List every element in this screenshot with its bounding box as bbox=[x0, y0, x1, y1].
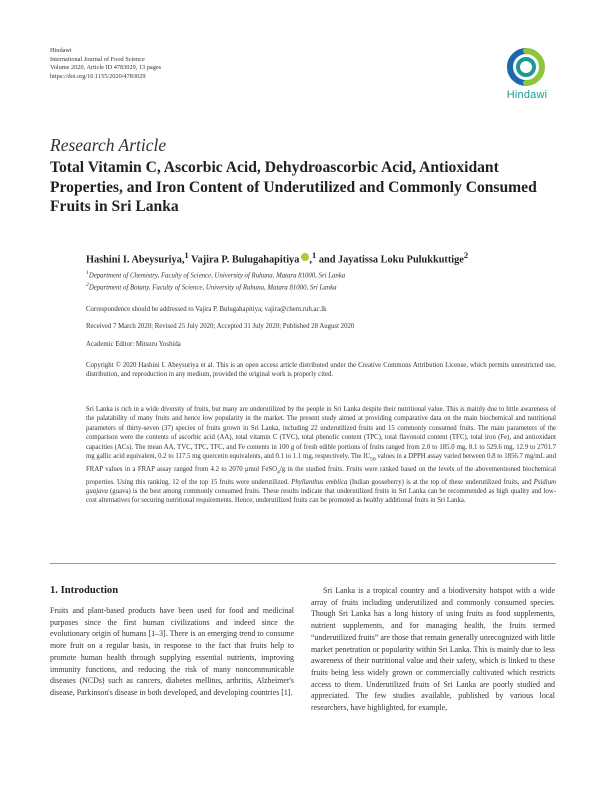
orcid-icon[interactable] bbox=[301, 253, 309, 261]
article-type: Research Article bbox=[50, 135, 167, 155]
affiliations bbox=[86, 269, 556, 292]
intro-right-column bbox=[311, 585, 555, 714]
intro-left-column bbox=[50, 605, 294, 699]
affiliation-marker: 1 bbox=[311, 250, 317, 260]
hindawi-logo-text: Hindawi bbox=[506, 89, 548, 101]
copyright-notice: Copyright © 2020 Hashini I. Abeysuriya et al. This is an open access article distributed under the Creative Commons Attribution License, which permits unrestricted use, distribution, and reproduction in any medium, provided the original work is properly cited. bbox=[86, 362, 556, 379]
paragraph: Fruits and plant-based products have been used for food and medicinal purposes since the first human civilizations and indeed since the evolutionary origin of humans [1–3]. There is an emerging trend to consume more fruit on a regular basis, in response to the fact that fruits help to promote human health through supplying essential nutrients, improving immunity functions, and reducing the risk of many noncommunicable diseases (NCDs) such as cancers, diabetes mellitus, arthritis, Alzheimer's disease, Parkinson's disease in both developed, and developing countries [1]. bbox=[50, 606, 294, 697]
paper-title: Total Vitamin C, Ascorbic Acid, Dehydroascorbic Acid, Antioxidant Properties, and Iron Content of Underutilized and Commonly Consumed Fruits in Sri Lanka bbox=[50, 159, 537, 216]
section-heading: 1. Introduction bbox=[50, 585, 119, 596]
affiliation-item: $^1$Department of Chemistry, Faculty of Science, University of Ruhuna, Matara 81000, Sri Lanka bbox=[86, 270, 346, 280]
author-name[interactable]: Vajira P. Bulugahapitiya bbox=[191, 254, 300, 266]
abstract-text: Sri Lanka is rich in a wide diversity of fruits, but many are underutilized by the people in Sri Lanka despite their nutritional value. This is mainly due to little awareness of the palatability of many fruits and hence low popularity in the market. The present study aimed at providing comparative data on the main biochemical and nutritional parameters of thirty-seven (37) species of fruits grown in Sri Lanka, including 22 underutilized fruits and 15 commonly consumed fruits. The main parameters of the comparison were the contents of ascorbic acid (AA), total vitamin C (TVC), total phenolic content (TPC), total flavonoid content (TFC), total iron (Fe), and antioxidant capacities (ACs). The mean AA, TVC, TPC, TFC, and Fe contents in 100 g of fresh edible portions of fruits ranged from 2.0 to 185.0 mg, 8.1 to 529.6 mg, 12.9 to 2701.7 mg gallic acid equivalent, 0.2 to 117.5 mg quercetin equivalents, and 0.1 to 1.1 mg, respectively. The $IC_{50}$ values in a DPPH assay varied between 0.8 to 1856.7 mg/mL and FRAP values in a FRAP assay ranged from 4.2 to 2070 μmol FeSO$_4$/g in the studied fruits. Fruits were ranked based on the levels of the abovementioned biochemical properties. Using this ranking, 12 of the top 15 fruits were underutilized. Phyllanthus emblica (Indian gooseberry) is at the top of these underutilized fruits, and Psidium guajava (guava) is the best among commonly consumed fruits. These results indicate that underutilized fruits in Sri Lanka can be recommended as high quality and low-cost alternatives for securing nutritional requirements. Hence, underutilized fruits can be promoted as healthy additional fruits in Sri Lanka. bbox=[86, 406, 556, 505]
doi-link[interactable]: https://doi.org/10.1155/2020/4783029 bbox=[50, 72, 146, 80]
author-list: Hashini I. Abeysuriya,$^1$ Vajira P. Bulugahapitiya ,$^1$ and Jayatissa Loku Pulukkuttige$^2$ bbox=[86, 250, 469, 266]
author-name[interactable]: Hashini I. Abeysuriya, bbox=[86, 254, 185, 266]
affiliation-marker: 1 bbox=[184, 250, 189, 260]
abstract bbox=[86, 405, 556, 506]
author-name[interactable]: and Jayatissa Loku Pulukkuttige bbox=[318, 254, 464, 266]
journal-name: International Journal of Food Science bbox=[50, 55, 145, 63]
affiliation-marker: 2 bbox=[463, 250, 469, 260]
academic-editor: Academic Editor: Mitsuru Yoshida bbox=[86, 341, 181, 348]
volume-info: Volume 2020, Article ID 4783029, 13 pages bbox=[50, 64, 162, 72]
publication-dates: Received 7 March 2020; Revised 25 July 2020; Accepted 31 July 2020; Published 28 August 2020 bbox=[86, 323, 355, 330]
publisher-name: Hindawi bbox=[50, 47, 72, 54]
section-divider bbox=[50, 563, 556, 564]
correspondence: Correspondence should be addressed to Vajira P. Bulugahapitiya; vajira@chem.ruh.ac.lk bbox=[86, 306, 327, 313]
affiliation-item: $^2$Department of Botany, Faculty of Science, University of Ruhuna, Matara 81000, Sri Lanka bbox=[86, 281, 337, 291]
journal-meta bbox=[50, 47, 161, 81]
paragraph: Sri Lanka is a tropical country and a biodiversity hotspot with a wide array of fruits including underutilized and commonly consumed species. Though Sri Lanka has a long history of using fruits as food supplements, nutrient supplements, and for managing health, the fruits termed “underutilized fruits” are those that remain generally unrecognized with little market penetration or popularity within Sri Lanka. This is mainly due to less awareness of their nutritional value and their safety, which is linked to these fruits being less widely grown or commercially cultivated which restricts access to them. Underutilized fruits of Sri Lanka are poorly studied and appreciated. The few studies available, published by various local researchers, have highlighted, for example, bbox=[311, 586, 555, 713]
